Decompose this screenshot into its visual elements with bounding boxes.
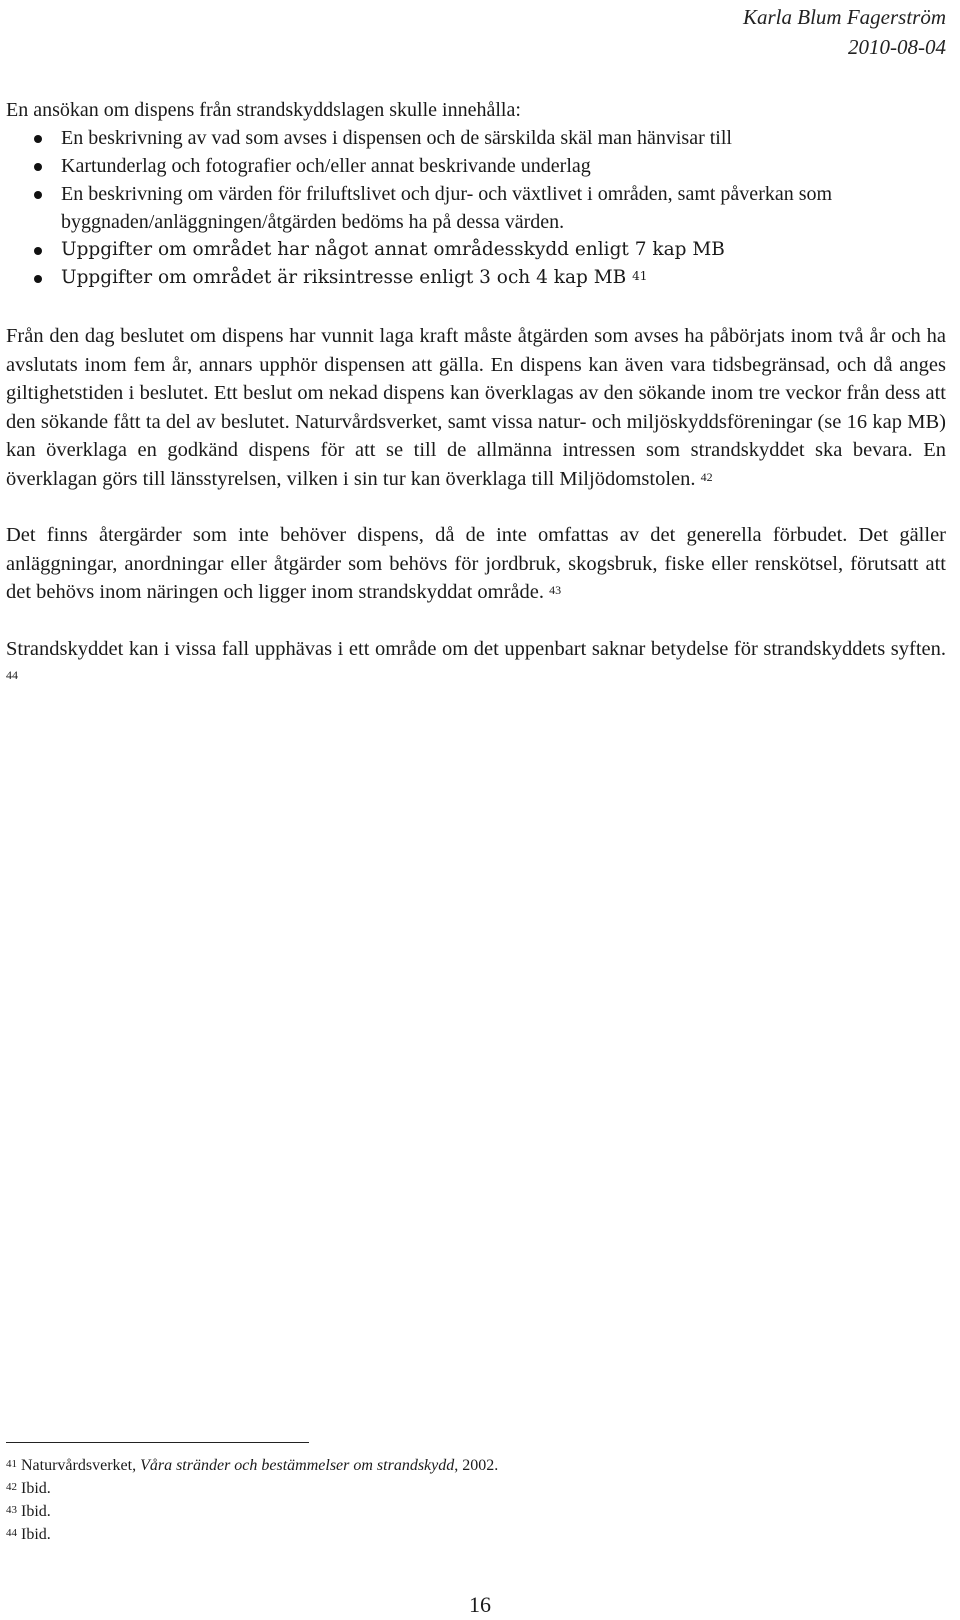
list-item: Uppgifter om området är riksintresse enligt 3 och 4 kap MB $^{41}$	[6, 264, 946, 292]
footnote-ref: 41	[632, 269, 648, 283]
footnote-divider	[6, 1442, 309, 1443]
list-item: Uppgifter om området har något annat områdesskydd enligt 7 kap MB	[6, 236, 946, 264]
paragraph: Från den dag beslutet om dispens har vunnit laga kraft måste åtgärden som avses ha påbörjats inom två år och ha avslutats inom fem år, annars upphör dispensen att gälla. En dispens kan även vara tidsbegränsad, och då anges giltighetstiden i beslutet. Ett beslut om nekad dispens kan överklagas av den sökande inom tre veckor från dess att den sökande fått ta del av beslutet. Naturvårdsverket, samt vissa natur- och miljöskyddsföreningar (se 16 kap MB) kan överklaga en godkänd dispens för att se till de allmänna intressen som strandskyddet ska bevara. En överklagan görs till länsstyrelsen, vilken i sin tur kan överklaga till Miljödomstolen. $^{42}$	[6, 325, 946, 490]
header-date: 2010-08-04	[848, 35, 946, 59]
footnote-ref: 44	[6, 668, 18, 682]
footnote-ref: 42	[700, 469, 713, 484]
footnote: $^{42}$ Ibid.	[6, 1480, 51, 1497]
footnotes	[6, 1454, 498, 1546]
footnote: $^{44}$ Ibid.	[6, 1526, 51, 1543]
bullet-icon	[34, 135, 42, 143]
requirements-list	[6, 124, 946, 292]
list-item: Kartunderlag och fotografier och/eller annat beskrivande underlag	[6, 152, 946, 180]
list-item: En beskrivning av vad som avses i dispensen och de särskilda skäl man hänvisar till	[6, 124, 946, 152]
bullet-icon	[34, 191, 42, 199]
list-item: En beskrivning om värden för friluftslivet och djur- och växtlivet i områden, samt påverkan som byggnaden/anläggningen/åtgärden bedöms ha på dessa värden.	[6, 180, 946, 236]
page-number: 16	[469, 1592, 491, 1617]
bullet-icon	[34, 247, 42, 255]
paragraph: Det finns återgärder som inte behöver dispens, då de inte omfattas av det generella förbudet. Det gäller anläggningar, anordningar eller åtgärder som behövs för jordbruk, skogsbruk, fiske eller renskötsel, förutsatt att det behövs inom näringen och ligger inom strandskyddat område. $^{43}$	[6, 524, 946, 603]
list-intro: En ansökan om dispens från strandskyddslagen skulle innehålla:	[6, 99, 521, 121]
footnote: $^{43}$ Ibid.	[6, 1503, 51, 1520]
bullet-icon	[34, 163, 42, 171]
page-header	[743, 2, 946, 62]
bullet-icon	[34, 275, 42, 283]
header-author: Karla Blum Fagerström	[742, 5, 946, 29]
footnote: $^{41}$ Naturvårdsverket, Våra stränder och bestämmelser om strandskydd, 2002.	[6, 1457, 499, 1474]
body-text	[6, 96, 946, 692]
footnote-ref: 43	[549, 583, 562, 597]
paragraph: Strandskyddet kan i vissa fall upphävas i ett område om det uppenbart saknar betydelse för strandskyddets syften. $^{44}$	[6, 637, 946, 682]
